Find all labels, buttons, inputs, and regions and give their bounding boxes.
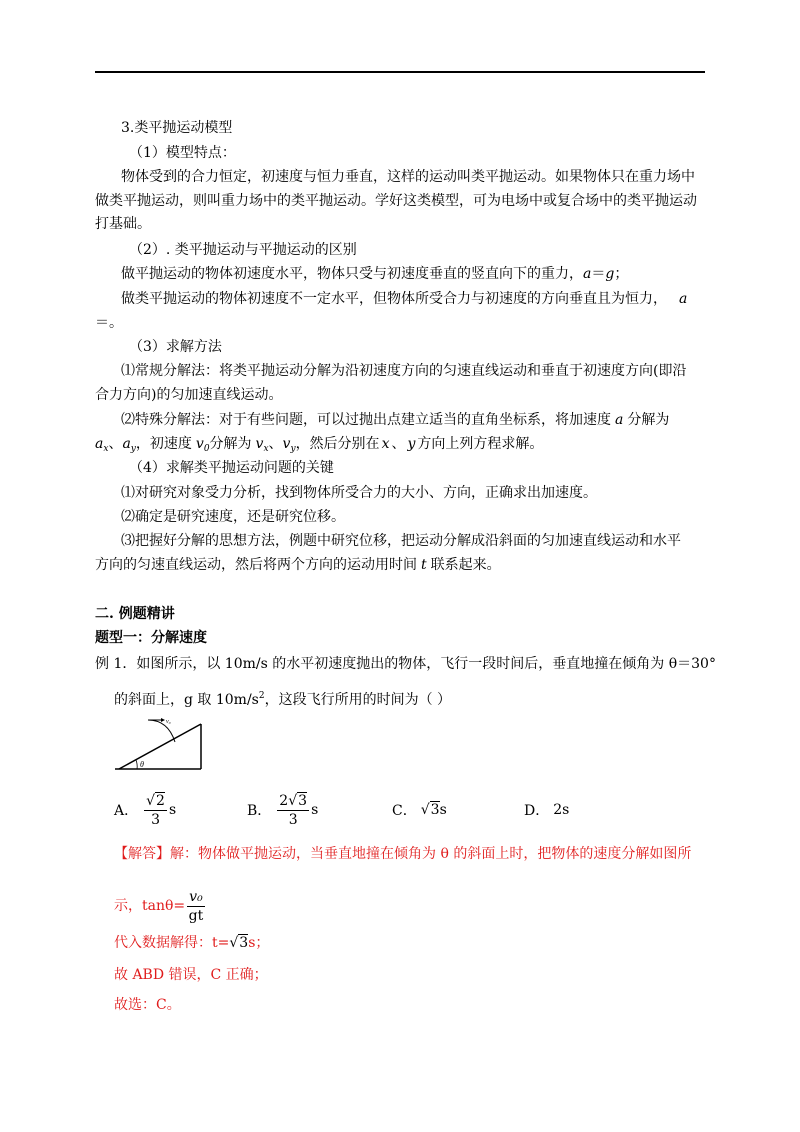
angle-arc	[136, 760, 137, 769]
var-g: g	[605, 266, 615, 282]
var-y: y	[407, 436, 416, 452]
v0-label: v₀	[166, 719, 171, 725]
text: 、	[268, 436, 283, 452]
sub: x	[263, 444, 269, 454]
var-t: t	[421, 557, 427, 573]
subheading-model-features: （1）模型特点：	[129, 145, 236, 161]
paragraph-line: 合力方向)的匀加速直线运动。	[95, 387, 283, 403]
text: 联系起来。	[430, 557, 501, 573]
sub: x	[103, 444, 109, 454]
paragraph-line: ⑶把握好分解的思想方法，例题中研究位移，把运动分解成沿斜面的匀加速直线运动和水平	[121, 533, 681, 549]
unit: s	[439, 802, 447, 818]
example-question-line: 例 1．如图所示，以 10m/s 的水平初速度抛出的物体，飞行一段时间后，垂直地撞在倾角为 θ＝30°	[95, 656, 716, 672]
paragraph-line: ＝。	[95, 315, 123, 331]
radicand: 3	[298, 792, 308, 809]
superscript: 2	[258, 691, 265, 701]
incline-figure	[113, 714, 205, 772]
subheading-key: （4）求解类平抛运动问题的关键	[129, 460, 334, 476]
text: 分解为	[627, 412, 670, 428]
var-a: a	[615, 412, 624, 428]
paragraph-line	[121, 264, 628, 284]
paragraph-line: ⑴常规分解法：将类平抛运动分解为沿初速度方向的匀速直线运动和垂直于初速度方向(即沿	[121, 363, 687, 379]
subheading-difference: （2）. 类平抛运动与平抛运动的区别	[129, 242, 357, 258]
text: 的斜面上，g 取 10m/s	[114, 692, 259, 708]
sub: y	[130, 444, 136, 454]
var-a: a	[583, 266, 592, 282]
fraction	[187, 888, 205, 925]
text: 、	[391, 436, 406, 452]
theta-label: θ	[140, 760, 144, 769]
option-c-label: C．	[392, 803, 417, 819]
text: 做平抛运动的物体初速度水平，物体只受与初速度垂直的竖直向下的重力，	[121, 266, 583, 282]
paragraph-line: 物体受到的合力恒定，初速度与恒力垂直，这样的运动叫类平抛运动。如果物体只在重力场中	[121, 169, 695, 185]
fraction	[277, 792, 309, 829]
numerator: v₀	[189, 888, 203, 905]
text: 示，tanθ=	[114, 898, 186, 914]
text: ，初速度	[135, 436, 192, 452]
section-title: 3.类平抛运动模型	[121, 120, 233, 136]
text: 解：物体做平抛运动，当垂直地撞在倾角为 θ 的斜面上时，把物体的速度分解如图所	[170, 846, 692, 862]
answer-line: 故选：C。	[114, 997, 181, 1013]
fraction	[144, 792, 167, 829]
sqrt-expression: √3	[229, 935, 249, 951]
option-d	[524, 790, 569, 830]
examples-section-title: 二. 例题精讲	[95, 606, 175, 622]
var-x: x	[381, 436, 390, 452]
numerator: √2	[146, 792, 165, 809]
text: 做类平抛运动的物体初速度不一定水平，但物体所受合力与初速度的方向垂直且为恒力，	[121, 291, 667, 307]
var-a: a	[679, 291, 688, 307]
text: 方向上列方程求解。	[417, 436, 544, 452]
denominator: 3	[288, 811, 298, 828]
text: ，然后分别在	[295, 436, 380, 452]
subheading-methods: （3）求解方法	[129, 339, 222, 355]
denominator: gt	[188, 907, 204, 924]
text: 方向的匀速直线运动，然后将两个方向的运动用时间	[95, 557, 417, 573]
incline-surface	[119, 724, 201, 769]
radicand: 3	[430, 802, 440, 818]
text: 代入数据解得：t=	[114, 935, 230, 951]
option-d-value: 2s	[553, 802, 570, 818]
var-v: v	[195, 436, 204, 452]
text: ，这段飞行所用的时间为（ ）	[264, 692, 452, 708]
answer-line	[114, 886, 207, 926]
answer-tag: 【解答】	[114, 846, 170, 862]
text: s；	[248, 935, 270, 951]
type-title: 题型一：分解速度	[95, 630, 207, 646]
denominator: 3	[151, 811, 160, 828]
text: 、	[108, 436, 123, 452]
answer-line: 故 ABD 错误，C 正确；	[114, 967, 268, 983]
paragraph-line: 打基础。	[95, 216, 151, 232]
text: ；	[614, 266, 629, 282]
var-a: a	[122, 436, 131, 452]
trajectory-curve	[148, 720, 175, 742]
radicand: 2	[156, 792, 165, 809]
text: ＝	[591, 266, 606, 282]
sqrt-expression: √3	[420, 802, 440, 818]
paragraph-line: ⑵确定是研究速度，还是研究位移。	[121, 509, 345, 525]
coefficient: 2	[279, 792, 289, 809]
answer-line	[114, 933, 269, 953]
paragraph-line: 做类平抛运动，则叫重力场中的类平抛运动。学好这类模型，可为电场中或复合场中的类平抛运动	[95, 193, 697, 209]
sub: 0	[203, 444, 210, 454]
option-c	[392, 790, 447, 830]
var-a: a	[95, 436, 104, 452]
paragraph-line	[121, 289, 687, 309]
unit: s	[168, 802, 177, 818]
paragraph-line: ⑴对研究对象受力分析，找到物体所受合力的大小、方向，正确求出加速度。	[121, 485, 597, 501]
text: ⑵特殊分解法：对于有些问题，可以过抛出点建立适当的直角坐标系，将加速度	[121, 412, 611, 428]
paragraph-line	[95, 555, 501, 575]
option-b-label: B．	[247, 803, 272, 819]
radicand: 3	[239, 935, 249, 951]
header-rule	[95, 71, 705, 73]
option-a-label: A．	[114, 803, 139, 819]
text: 分解为	[209, 436, 252, 452]
option-d-label: D．	[524, 803, 550, 819]
paragraph-line	[95, 434, 543, 459]
unit: s	[311, 802, 319, 818]
var-v: v	[282, 436, 291, 452]
var-v: v	[255, 436, 264, 452]
option-a	[114, 790, 176, 830]
arrow-head-icon	[161, 718, 165, 722]
paragraph-line	[121, 410, 669, 430]
sub: y	[290, 444, 296, 454]
answer-line	[114, 844, 691, 864]
numerator: 2√3	[279, 792, 308, 809]
option-b	[247, 790, 318, 830]
example-question-line	[114, 686, 451, 710]
